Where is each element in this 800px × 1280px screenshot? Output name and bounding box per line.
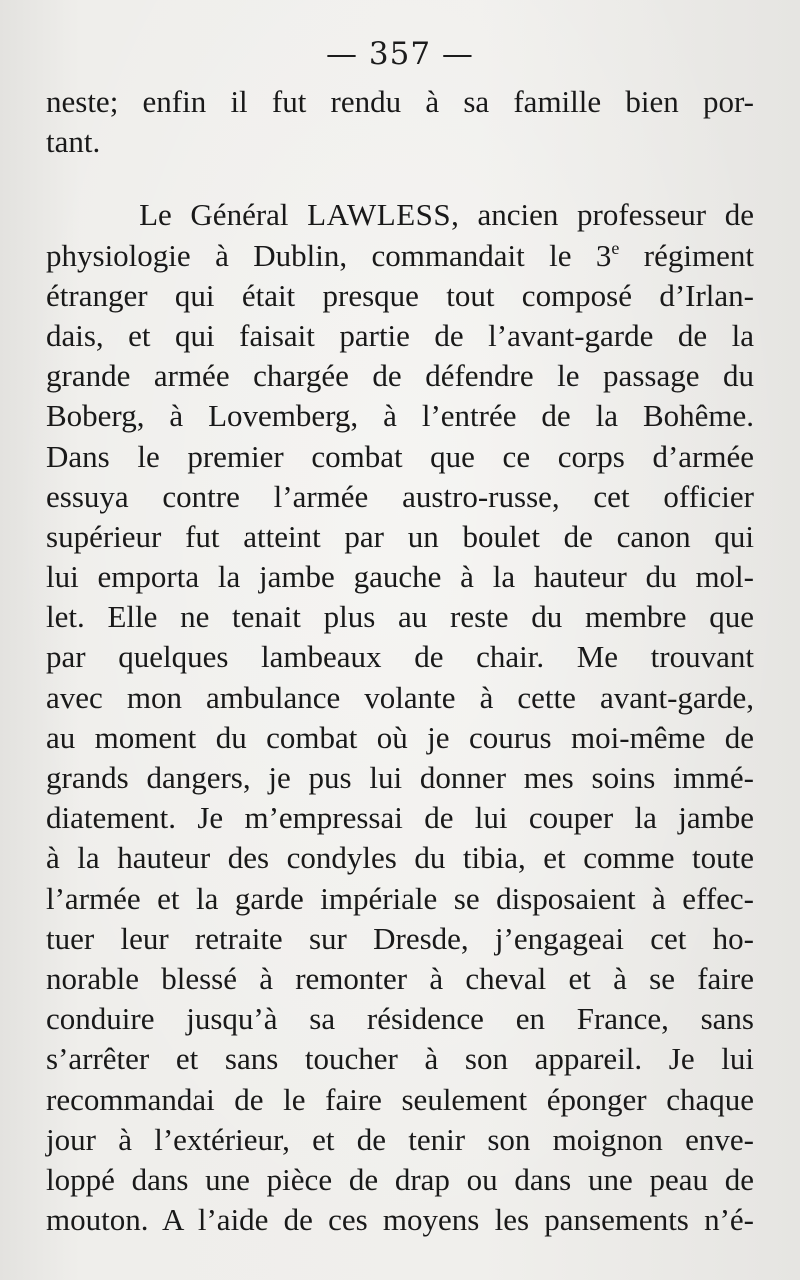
text-line: grande armée chargée de défendre le passage du: [46, 358, 754, 394]
text-line: à la hauteur des condyles du tibia, et comme toute: [46, 840, 754, 876]
text-line: grands dangers, je pus lui donner mes soins immé-: [46, 760, 754, 795]
text-line: avec mon ambulance volante à cette avant-garde,: [46, 679, 754, 715]
text-line: norable blessé à remonter à cheval et à se faire: [46, 960, 754, 996]
text-line: supérieur fut atteint par un boulet de canon qui: [46, 518, 754, 554]
text-line: [46, 236, 754, 276]
text-line: au moment du combat où je courus moi-même de: [46, 719, 754, 755]
text-line: neste; enfin il fut rendu à sa famille bien por-: [46, 84, 754, 119]
line-suffix: , ancien professeur de: [451, 197, 755, 233]
text-line: let. Elle ne tenait plus au reste du membre que: [46, 599, 754, 635]
text-line: par quelques lambeaux de chair. Me trouvant: [46, 639, 754, 675]
paragraph-2: [46, 195, 754, 1240]
text-line: [46, 195, 754, 235]
text-line: Boberg, à Lovemberg, à l’entrée de la Bohême.: [46, 398, 754, 434]
text-line: lui emporta la jambe gauche à la hauteur du mol-: [46, 559, 754, 595]
text-line: diatement. Je m’empressai de lui couper la jambe: [46, 800, 754, 836]
text-line: mouton. A l’aide de ces moyens les pansements n’é-: [46, 1202, 754, 1238]
body-text: [46, 82, 754, 1240]
text-line: jour à l’extérieur, et de tenir son moignon enve-: [46, 1121, 754, 1157]
text-line: dais, et qui faisait partie de l’avant-garde de la: [46, 317, 754, 353]
text-line: étranger qui était presque tout composé d’Irlan-: [46, 277, 754, 313]
text-line: essuya contre l’armée austro-russe, cet officier: [46, 478, 754, 514]
person-name: LAWLESS: [307, 197, 452, 233]
paragraph-indent: [46, 197, 139, 232]
text-line: recommandai de le faire seulement éponger chaque: [46, 1081, 754, 1117]
line-prefix: physiologie à Dublin, commandait le 3: [46, 237, 612, 273]
page-number: — 357 —: [326, 36, 474, 72]
line-suffix: régiment: [619, 237, 754, 273]
text-line: conduire jusqu’à sa résidence en France, sans: [46, 1001, 754, 1037]
text-line: l’armée et la garde impériale se disposaient à effec-: [46, 880, 754, 916]
paragraph-gap: [46, 162, 754, 195]
text-line: loppé dans une pièce de drap ou dans une peau de: [46, 1161, 754, 1197]
text-line: tuer leur retraite sur Dresde, j’engageai cet ho-: [46, 920, 754, 956]
ordinal-superscript: e: [611, 237, 620, 258]
paragraph-1: [46, 82, 754, 162]
line-prefix: Le Général: [139, 197, 308, 233]
text-line: Dans le premier combat que ce corps d’armée: [46, 438, 754, 474]
text-line: tant.: [46, 124, 101, 160]
text-line: s’arrêter et sans toucher à son appareil. Je lui: [46, 1041, 754, 1077]
